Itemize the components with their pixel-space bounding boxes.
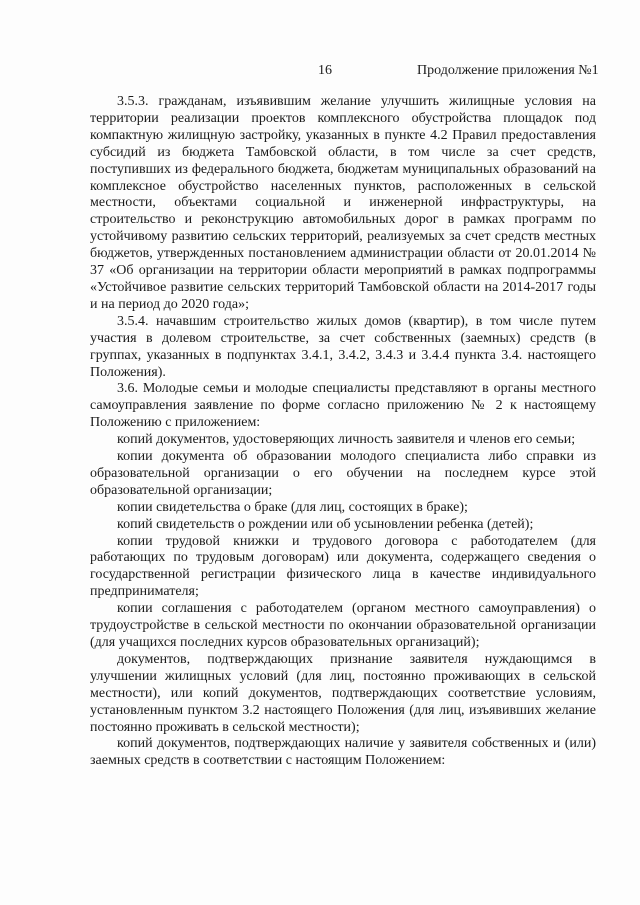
document-body xyxy=(90,94,596,770)
list-item-marriage-certificate: копии свидетельства о браке (для лиц, состоящих в браке); xyxy=(117,499,468,515)
list-item-education-document: копии документа об образовании молодого специалиста либо справки из образовательной организации о его обучении на последнем курсе этой образовательной организации; xyxy=(90,449,596,498)
list-item-funds-documents: копий документов, подтверждающих наличие у заявителя собственных и (или) заемных средств в соответствии с настоящим Положением: xyxy=(90,736,596,769)
list-item-identity-documents: копий документов, удостоверяющих личность заявителя и членов его семьи; xyxy=(117,432,576,448)
running-header: Продолжение приложения №1 xyxy=(417,63,599,78)
list-item-birth-certificates: копий свидетельств о рождении или об усыновлении ребенка (детей); xyxy=(117,516,534,532)
list-item-employer-agreement: копии соглашения с работодателем (органом местного самоуправления) о трудоустройстве в сельской местности по окончании образовательной организации (для учащихся последних курсов образовательных организаций); xyxy=(90,601,596,650)
list-item-housing-need-documents: документов, подтверждающих признание заявителя нуждающимся в улучшении жилищных условий (для лиц, постоянно проживающих в сельской местности), или копий документов, подтверждающих соответствие условиям, установленным пунктом 3.2 настоящего Положения (для лиц, изъявивших желание постоянно проживать в сельской местности); xyxy=(90,651,596,735)
page-number: 16 xyxy=(318,63,332,78)
paragraph-3-5-3: 3.5.3. гражданам, изъявившим желание улучшить жилищные условия на территории реализации проектов комплексного обустройства площадок под компактную жилищную застройку, указанных в пункте 4.2 Правил предоставления субсидий из бюджета Тамбовской области, в том числе за счет средств, поступивших из федерального бюджета, бюджетам муниципальных образований на комплексное обустройство населенных пунктов, расположенных в сельской местности, объектами социальной и инженерной инфраструктуры, на строительство и реконструкцию автомобильных дорог в рамках программ по устойчивому развитию сельских территорий, реализуемых за счет средств местных бюджетов, утвержденных постановлением администрации области от 20.01.2014 № 37 «Об организации на территории области мероприятий в рамках подпрограммы «Устойчивое развитие сельских территорий Тамбовской области на 2014-2017 годы и на период до 2020 года»; xyxy=(90,94,596,312)
paragraph-3-6: 3.6. Молодые семьи и молодые специалисты представляют в органы местного самоуправления заявление по форме согласно приложению № 2 к настоящему Положению с приложением: xyxy=(90,381,596,431)
list-item-employment-documents: копии трудовой книжки и трудового договора с работодателем (для работающих по трудовым договорам) или документа, содержащего сведения о государственной регистрации физического лица в качестве индивидуального предпринимателя; xyxy=(90,533,596,600)
paragraph-3-5-4: 3.5.4. начавшим строительство жилых домов (квартир), в том числе путем участия в долевом строительстве, за счет собственных (заемных) средств (в группах, указанных в подпунктах 3.4.1, 3.4.2, 3.4.3 и 3.4.4 пункта 3.4. настоящего Положения). xyxy=(90,313,596,380)
